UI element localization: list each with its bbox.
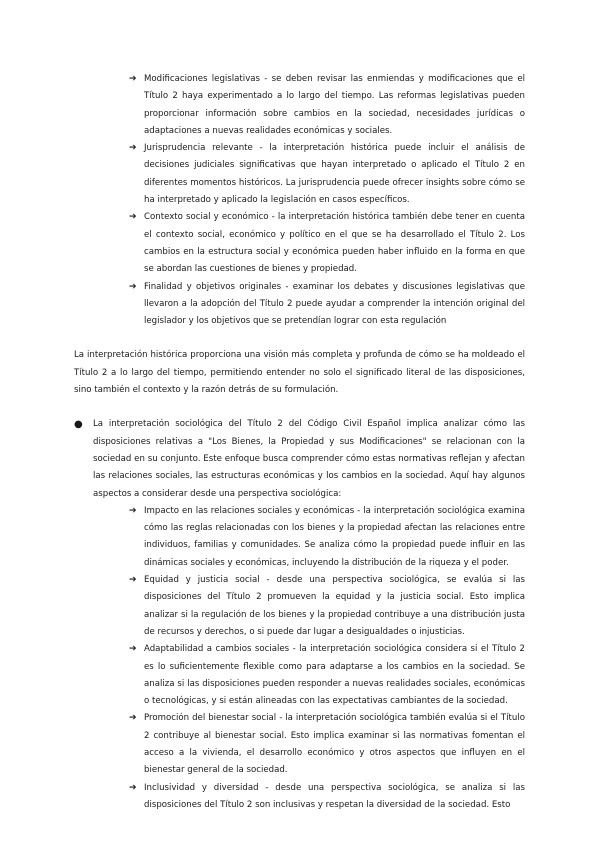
arrow-icon: ➔ (129, 281, 137, 292)
historical-aspects-list (74, 71, 525, 330)
arrow-icon: ➔ (129, 74, 137, 84)
list-item: ➔ Inclusividad y diversidad - desde una perspectiva sociológica, se analiza si las disposiciones del Título 2 son inclusivas y respetan la diversidad de la sociedad. Esto (144, 780, 525, 815)
sociological-intro: La interpretación sociológica del Título 2 del Código Civil Español implica analizar cómo las disposiciones relativas a "Los Bienes, la Propiedad y sus Modificaciones" se relacionan con la sociedad en su conjunto. Este enfoque busca comprender cómo estas normativas reflejan y afectan las relaciones sociales, las estructuras económicas y los cambios en la sociedad. Aquí hay algunos aspectos a considerar desde una perspectiva sociológica: (93, 419, 525, 499)
sociological-aspects-list (93, 503, 525, 814)
sociological-section (74, 416, 525, 814)
list-item: ➔ Finalidad y objetivos originales - examinar los debates y discusiones legislativas que llevaron a la adopción del Título 2 puede ayudar a comprender la intención original del legislador y los objetivos que se pretendían lograr con esta regulación (144, 279, 525, 331)
bullet-icon: ● (74, 419, 83, 431)
arrow-icon: ➔ (129, 143, 137, 154)
list-item: ➔ Impacto en las relaciones sociales y económicas - la interpretación sociológica examina cómo las reglas relacionadas con los bienes y la propiedad afectan las relaciones entre individuos, familias y comunidades. Se analiza cómo la propiedad puede influir en las dinámicas sociales y económicas, incluyendo la distribución de la riqueza y el poder. (144, 503, 525, 572)
list-item: ➔ Contexto social y económico - la interpretación histórica también debe tener en cuenta el contexto social, económico y político en el que se ha desarrollado el Título 2. Los cambios en la estructura social y económica pueden haber influido en la forma en que se abordan las cuestiones de bienes y propiedad. (144, 209, 525, 278)
arrow-icon: ➔ (129, 713, 137, 724)
list-item: ➔ Promoción del bienestar social - la interpretación sociológica también evalúa si el Título 2 contribuye al bienestar social. Esto implica examinar si las normativas fomentan el acceso a la vivienda, el desarrollo económico y otros aspectos que influyen en el bienestar general de la sociedad. (144, 710, 525, 779)
list-item: ➔ Jurisprudencia relevante - la interpretación histórica puede incluir el análisis de decisiones judiciales significativas que hayan interpretado o aplicado el Título 2 en diferentes momentos históricos. La jurisprudencia puede ofrecer insights sobre cómo se ha interpretado y aplicado la legislación en casos específicos. (144, 140, 525, 209)
arrow-icon: ➔ (129, 644, 137, 655)
arrow-icon: ➔ (129, 782, 137, 793)
list-item: ➔ Equidad y justicia social - desde una perspectiva sociológica, se evalúa si las disposiciones del Título 2 promueven la equidad y la justicia social. Esto implica analizar si la regulación de los bienes y la propiedad contribuye a una distribución justa de recursos y derechos, o si puede dar lugar a desigualdades o injusticias. (144, 572, 525, 641)
arrow-icon: ➔ (129, 505, 137, 516)
list-item: ➔ Adaptabilidad a cambios sociales - la interpretación sociológica considera si el Título 2 es lo suficientemente flexible como para adaptarse a los cambios en la sociedad. Se analiza si las disposiciones pueden responder a nuevas realidades sociales, económicas o tecnológicas, y si están alineadas con las expectativas cambiantes de la sociedad. (144, 641, 525, 710)
document-body (74, 71, 525, 814)
arrow-icon: ➔ (129, 575, 137, 586)
arrow-icon: ➔ (129, 212, 137, 223)
summary-paragraph: La interpretación histórica proporciona una visión más completa y profunda de cómo se ha moldeado el Título 2 a lo largo del tiempo, permitiendo entender no solo el significado literal de las disposiciones, sino también el contexto y la razón detrás de su formulación. (74, 350, 525, 396)
list-item: ➔ Modificaciones legislativas - se deben revisar las enmiendas y modificaciones que el Título 2 haya experimentado a lo largo del tiempo. Las reformas legislativas pueden proporcionar información sobre cambios en la sociedad, necesidades jurídicas o adaptaciones a nuevas realidades económicas y sociales. (144, 71, 525, 140)
